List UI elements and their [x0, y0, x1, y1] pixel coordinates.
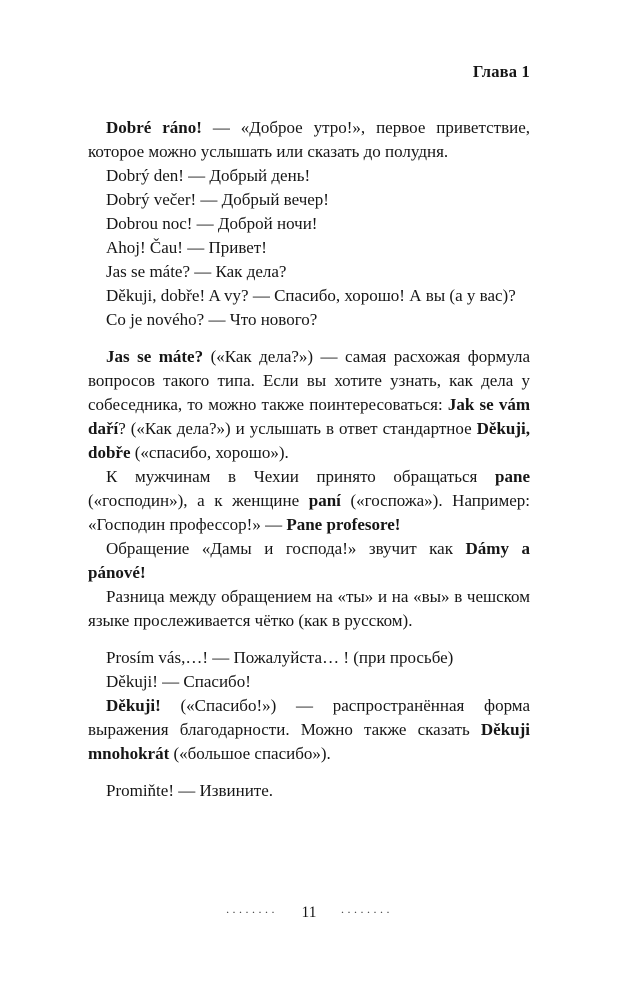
bold-text: pane — [495, 467, 530, 486]
page-content — [88, 116, 530, 803]
bold-text: Pane profesore! — [286, 515, 401, 534]
footer-ornament-left: ········ — [225, 905, 278, 920]
phrase-line — [88, 308, 530, 332]
phrase-line — [88, 212, 530, 236]
paragraph — [88, 116, 530, 164]
paragraph — [88, 465, 530, 537]
text: Ahoj! Čau! — Привет! — [106, 238, 267, 257]
text: К мужчинам в Чехии принято обращаться — [106, 467, 496, 486]
paragraph — [88, 537, 530, 585]
text: («Как дела?») — самая расхожая формула вопросов такого типа. Если вы хотите узнать, как дела у собеседника, то можно также поинтересоваться: — [88, 347, 530, 414]
footer-ornament-right: ········ — [340, 905, 393, 920]
phrase-line — [88, 779, 530, 803]
chapter-heading: Глава 1 — [472, 62, 530, 81]
phrase-line — [88, 670, 530, 694]
phrase-line — [88, 284, 530, 308]
bold-text: Dámy a pánové! — [88, 539, 530, 582]
phrase-line — [88, 646, 530, 670]
text: Prosím vás,…! — Пожалуйста… ! (при просьбе) — [106, 648, 454, 667]
bold-text: Jas se máte? — [106, 347, 204, 366]
text: Promiňte! — Извините. — [106, 781, 274, 800]
page-footer — [0, 905, 618, 921]
text: — «Доброе утро!», первое приветствие, которое можно услышать или сказать до полудня. — [88, 118, 531, 161]
bold-text: paní — [308, 491, 341, 510]
text: Děkuji, dobře! A vy? — Спасибо, хорошо! А вы (а у вас)? — [106, 286, 516, 305]
text: ? («Как дела?») и услышать в ответ стандартное — [118, 419, 477, 438]
text: Co je nového? — Что нового? — [106, 310, 318, 329]
bold-text: Děkuji! — [106, 696, 161, 715]
bold-text: Děkuji, dobře — [88, 419, 530, 462]
paragraph — [88, 694, 530, 766]
page-header — [88, 62, 530, 82]
page-number: 11 — [301, 903, 317, 921]
phrase-line — [88, 236, 530, 260]
text: Jas se máte? — Как дела? — [106, 262, 287, 281]
text: («Спасибо!») — распространённая форма выражения благодарности. Можно также сказать — [88, 696, 530, 739]
paragraph — [88, 345, 530, 465]
bold-text: Dobré ráno! — [106, 118, 202, 137]
phrase-line — [88, 164, 530, 188]
text: («большое спасибо»). — [169, 744, 331, 763]
text: Dobrou noc! — Доброй ночи! — [106, 214, 318, 233]
text: («госпожа»). Например: «Господин профессор!» — — [88, 491, 530, 534]
paragraph — [88, 585, 530, 633]
phrase-line — [88, 188, 530, 212]
text: Děkuji! — Спасибо! — [106, 672, 251, 691]
text: Обращение «Дамы и господа!» звучит как — [106, 539, 466, 558]
text: Dobrý den! — Добрый день! — [106, 166, 311, 185]
phrase-line — [88, 260, 530, 284]
bold-text: Jak se vám daří — [88, 395, 530, 438]
text: («спасибо, хорошо»). — [130, 443, 289, 462]
bold-text: Děkuji mnohokrát — [88, 720, 530, 763]
text: Разница между обращением на «ты» и на «вы» в чешском языке прослеживается чётко (как в русском). — [88, 587, 530, 630]
text: («господин»), а к женщине — [88, 491, 309, 510]
text: Dobrý večer! — Добрый вечер! — [106, 190, 329, 209]
